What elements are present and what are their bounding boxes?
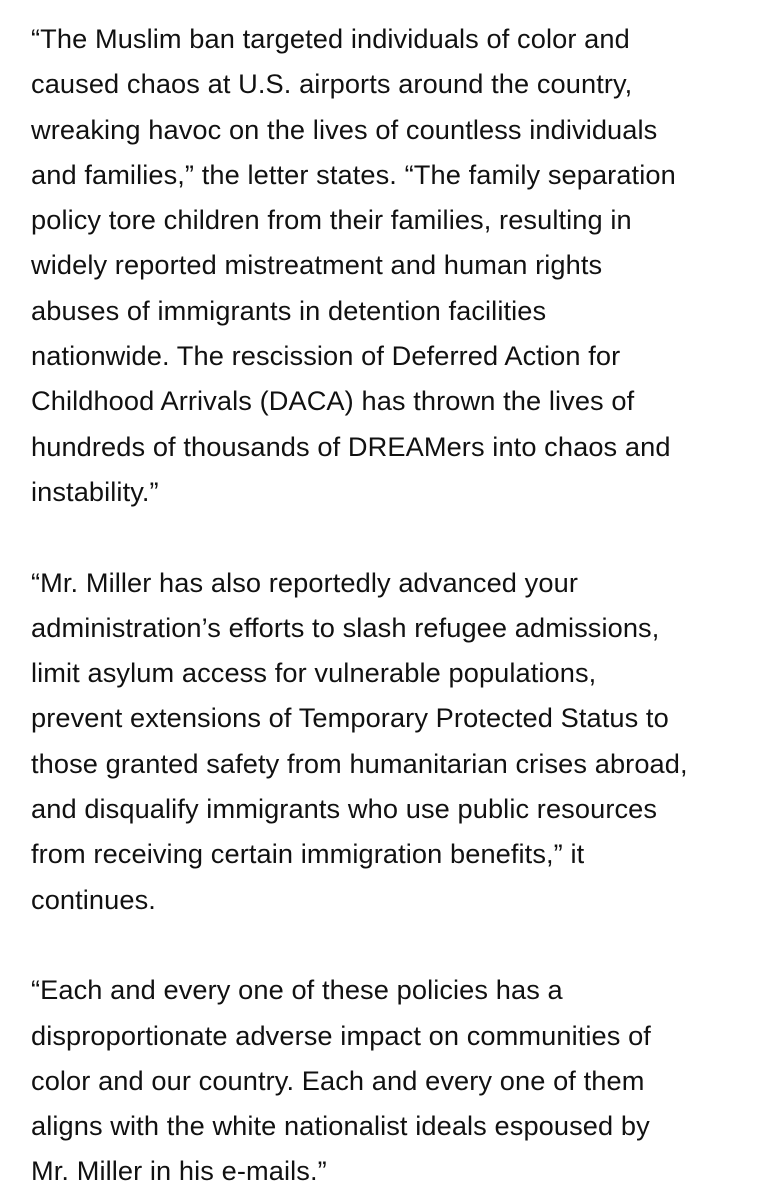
paragraph-policies-impact-quote: “Each and every one of these policies has a disproportionate adverse impact on communities of color and our country. Each and every one of them aligns with the white nationalist ideals espoused by Mr. Miller in his e-mails.”: [31, 974, 651, 1187]
paragraph-muslim-ban-quote: “The Muslim ban targeted individuals of color and caused chaos at U.S. airports around the country, wreaking havoc on the lives of countless individuals and families,” the letter states. “The family separation policy tore children from their families, resulting in widely reported mistreatment and human rights abuses of immigrants in detention facilities nationwide. The rescission of Deferred Action for Childhood Arrivals (DACA) has thrown the lives of hundreds of thousands of DREAMers into chaos and instability.”: [31, 23, 676, 507]
paragraph-refugee-policies-quote: “Mr. Miller has also reportedly advanced your administration’s efforts to slash refugee admissions, limit asylum access for vulnerable populations, prevent extensions of Temporary Protected Status to those granted safety from humanitarian crises abroad, and disqualify immigrants who use public resources from receiving certain immigration benefits,” it continues.: [31, 566, 688, 915]
